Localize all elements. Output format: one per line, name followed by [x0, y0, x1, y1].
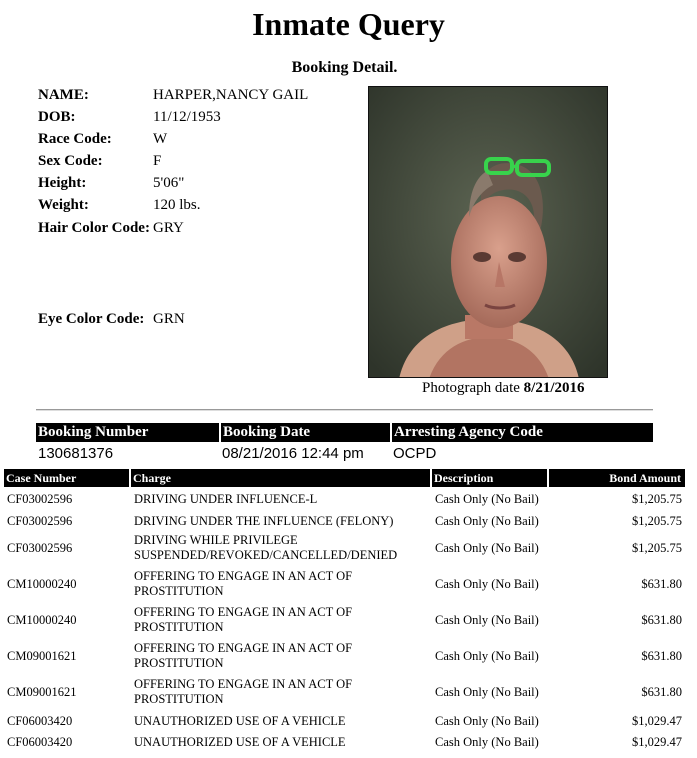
height-label: Height:	[38, 175, 87, 191]
height-row	[38, 174, 184, 192]
description-header: Description	[432, 469, 547, 487]
photograph-date-value: 8/21/2016	[523, 380, 585, 396]
charge-cell: DRIVING UNDER INFLUENCE-L	[134, 491, 318, 506]
table-row	[0, 569, 697, 599]
race-row	[38, 130, 167, 148]
description-cell: Cash Only (No Bail)	[435, 576, 539, 591]
case-number-cell: CM09001621	[7, 648, 77, 663]
arresting-agency-header: Arresting Agency Code	[392, 423, 653, 442]
table-row	[0, 533, 697, 563]
sex-label: Sex Code:	[38, 153, 103, 169]
booking-number-value: 130681376	[38, 445, 114, 462]
charge-cell: OFFERING TO ENGAGE IN AN ACT OF PROSTITUTION	[134, 641, 353, 670]
name-label: NAME:	[38, 87, 89, 103]
race-label: Race Code:	[38, 131, 112, 147]
description-cell: Cash Only (No Bail)	[435, 491, 539, 506]
bond-amount-cell: $1,205.75	[632, 513, 682, 528]
photograph-date	[422, 380, 585, 397]
hair-value: GRY	[153, 220, 184, 236]
case-number-cell: CF03002596	[7, 540, 73, 555]
table-row	[0, 677, 697, 707]
weight-row	[38, 196, 201, 214]
case-number-header: Case Number	[4, 469, 129, 487]
bond-amount-cell: $631.80	[641, 612, 682, 627]
bond-amount-cell: $1,205.75	[632, 540, 682, 555]
bond-amount-cell: $631.80	[641, 648, 682, 663]
dob-row	[38, 108, 221, 126]
name-value: HARPER,NANCY GAIL	[153, 87, 309, 103]
case-number-cell: CF03002596	[7, 491, 73, 506]
case-number-cell: CF06003420	[7, 734, 73, 749]
bond-amount-cell: $631.80	[641, 684, 682, 699]
table-row	[0, 732, 697, 752]
arresting-agency-value: OCPD	[393, 445, 437, 462]
charge-cell: DRIVING UNDER THE INFLUENCE (FELONY)	[134, 513, 394, 528]
charge-cell: OFFERING TO ENGAGE IN AN ACT OF PROSTITUTION	[134, 605, 353, 634]
description-cell: Cash Only (No Bail)	[435, 513, 539, 528]
booking-date-value: 08/21/2016 12:44 pm	[222, 445, 364, 462]
booking-number-header: Booking Number	[36, 423, 219, 442]
bond-amount-cell: $1,029.47	[632, 734, 682, 749]
height-value: 5'06"	[153, 175, 185, 191]
description-cell: Cash Only (No Bail)	[435, 734, 539, 749]
weight-value: 120 lbs.	[153, 197, 201, 213]
eye-value: GRN	[153, 311, 185, 327]
case-number-cell: CM10000240	[7, 576, 77, 591]
case-number-cell: CF06003420	[7, 713, 73, 728]
description-cell: Cash Only (No Bail)	[435, 540, 539, 555]
table-row	[0, 605, 697, 635]
case-number-cell: CM10000240	[7, 612, 77, 627]
bond-amount-cell: $1,029.47	[632, 713, 682, 728]
table-row	[0, 711, 697, 731]
charge-cell: OFFERING TO ENGAGE IN AN ACT OF PROSTITUTION	[134, 677, 353, 706]
name-row	[38, 86, 308, 104]
photograph-date-label: Photograph date	[422, 380, 520, 396]
dob-label: DOB:	[38, 109, 76, 125]
case-number-cell: CF03002596	[7, 513, 73, 528]
bond-amount-cell: $631.80	[641, 576, 682, 591]
sex-row	[38, 152, 161, 170]
weight-label: Weight:	[38, 197, 89, 213]
booking-photo	[368, 86, 608, 378]
table-row	[0, 489, 697, 509]
race-value: W	[153, 131, 168, 147]
page-title: Inmate Query	[252, 6, 445, 42]
section-divider	[36, 409, 653, 411]
eye-row	[38, 310, 185, 328]
description-cell: Cash Only (No Bail)	[435, 612, 539, 627]
sex-value: F	[153, 153, 162, 169]
hair-row	[38, 219, 184, 237]
charge-cell: DRIVING WHILE PRIVILEGE SUSPENDED/REVOKED/CANCELLED/DENIED	[134, 533, 398, 562]
table-row	[0, 511, 697, 531]
charge-cell: UNAUTHORIZED USE OF A VEHICLE	[134, 713, 346, 728]
booking-date-header: Booking Date	[221, 423, 390, 442]
eye-label: Eye Color Code:	[38, 311, 145, 327]
charge-header: Charge	[131, 469, 430, 487]
description-cell: Cash Only (No Bail)	[435, 684, 539, 699]
bond-amount-header: Bond Amount	[549, 469, 685, 487]
charge-cell: OFFERING TO ENGAGE IN AN ACT OF PROSTITUTION	[134, 569, 353, 598]
description-cell: Cash Only (No Bail)	[435, 648, 539, 663]
mugshot-image	[369, 87, 608, 378]
dob-value: 11/12/1953	[153, 109, 221, 125]
case-number-cell: CM09001621	[7, 684, 77, 699]
charge-cell: UNAUTHORIZED USE OF A VEHICLE	[134, 734, 346, 749]
table-row	[0, 641, 697, 671]
page-subtitle: Booking Detail.	[291, 59, 398, 76]
bond-amount-cell: $1,205.75	[632, 491, 682, 506]
hair-label: Hair Color Code:	[38, 220, 150, 236]
description-cell: Cash Only (No Bail)	[435, 713, 539, 728]
